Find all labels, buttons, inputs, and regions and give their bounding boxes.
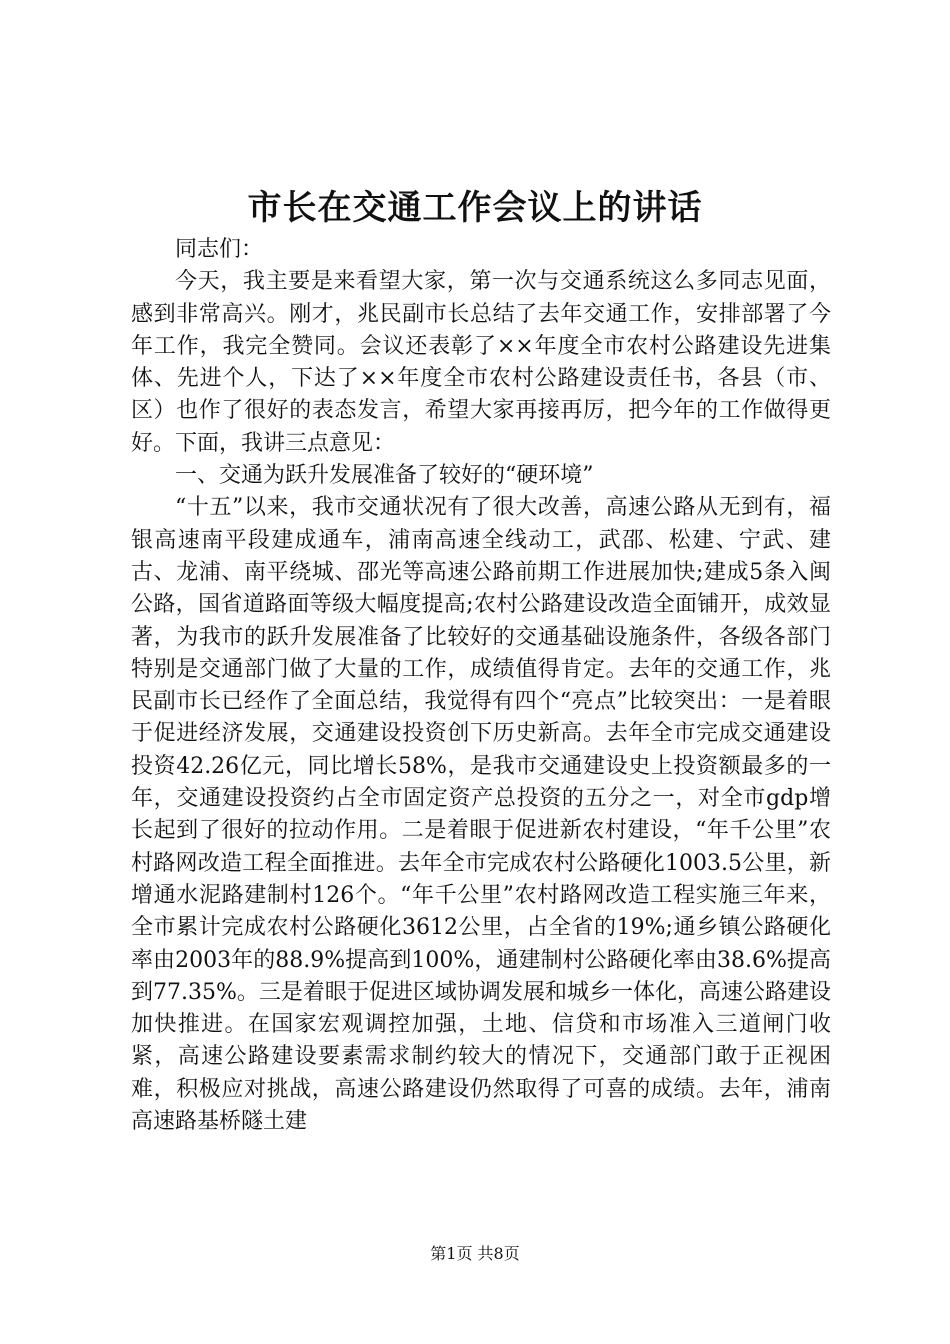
- body-paragraph: “十五”以来，我市交通状况有了很大改善，高速公路从无到有，福银高速南平段建成通车，浦南高速全线动工，武邵、松建、宁武、建古、龙浦、南平绕城、邵光等高速公路前期工作进展加快;建成5条入闽公路，国省道路面等级大幅度提高;农村公路建设改造全面铺开，成效显著，为我市的跃升发展准备了比较好的交通基础设施条件，各级各部门特别是交通部门做了大量的工作，成绩值得肯定。去年的交通工作，兆民副市长已经作了全面总结，我觉得有四个“亮点”比较突出：一是着眼于促进经济发展，交通建设投资创下历史新高。去年全市完成交通建设投资42.26亿元，同比增长58%，是我市交通建设史上投资额最多的一年，交通建设投资约占全市固定资产总投资的五分之一，对全市gdp增长起到了很好的拉动作用。二是着眼于促进新农村建设，“年千公里”农村路网改造工程全面推进。去年全市完成农村公路硬化1003.5公里，新增通水泥路建制村126个。“年千公里”农村路网改造工程实施三年来，全市累计完成农村公路硬化3612公里，占全省的19%;通乡镇公路硬化率由2003年的88.9%提高到100%，通建制村公路硬化率由38.6%提高到77.35%。三是着眼于促进区域协调发展和城乡一体化，高速公路建设加快推进。在国家宏观调控加强，土地、信贷和市场准入三道闸门收紧，高速公路建设要素需求制约较大的情况下，交通部门敢于正视困难，积极应对挑战，高速公路建设仍然取得了可喜的成绩。去年，浦南高速路基桥隧土建: [131, 495, 831, 1135]
- salutation-paragraph: 同志们：: [175, 237, 264, 262]
- intro-paragraph: 今天，我主要是来看望大家，第一次与交通系统这么多同志见面，感到非常高兴。刚才，兆民副市长总结了去年交通工作，安排部署了今年工作，我完全赞同。会议还表彰了××年度全市农村公路建设先进集体、先进个人，下达了××年度全市农村公路建设责任书，各县（市、区）也作了很好的表态发言，希望大家再接再厉，把今年的工作做得更好。下面，我讲三点意见：: [131, 269, 831, 456]
- document-body: [131, 234, 831, 1138]
- document-title: 市长在交通工作会议上的讲话: [247, 188, 703, 228]
- page-number-footer: 第1页 共8页: [430, 1244, 520, 1263]
- section-heading: 一、交通为跃升发展准备了较好的“硬环境”: [175, 463, 594, 489]
